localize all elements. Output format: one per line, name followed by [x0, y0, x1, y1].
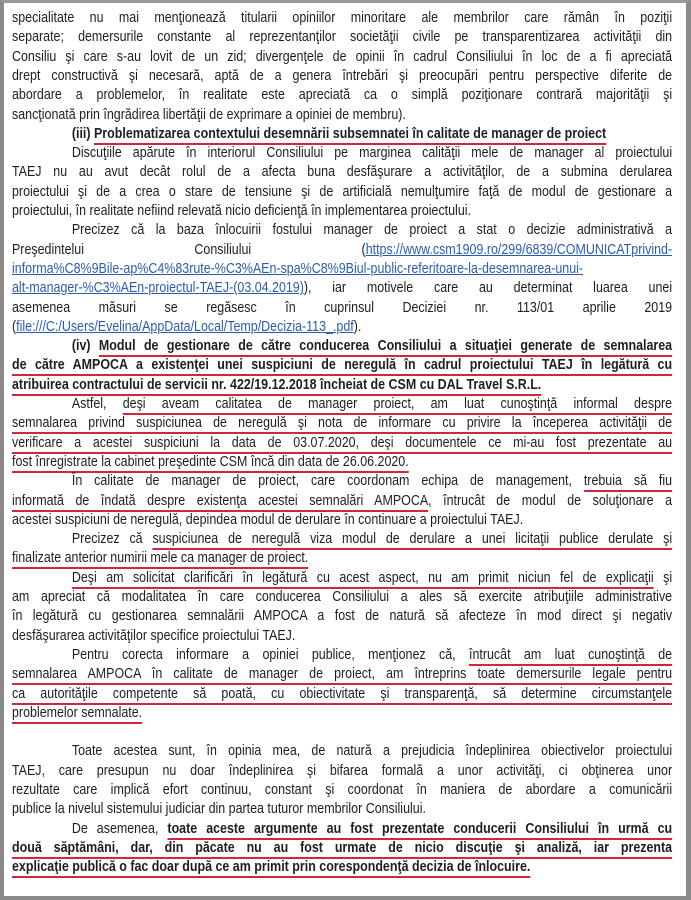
line-text: TAEJ nu au avut decât rolul de a afecta buna desfăşurare a activităţilor, de a submina derularea: [12, 163, 673, 181]
line-text: Consiliu şi care s-au lovit de un zid; divergenţele de opinii în cadrul Consiliului în loc de a fi apreciată: [12, 47, 673, 65]
line-text: De asemenea,: [71, 819, 168, 837]
line-text: asemenea măsuri se regăsesc în cuprinsul Deciziei nr. 113/01 aprilie 2019: [12, 298, 673, 316]
text-line: [12, 529, 672, 548]
text-line: [12, 433, 672, 452]
line-text: acestei suspiciuni de neregulă, depindea modul de derulare în continuare a proiectului TAEJ.: [12, 510, 524, 528]
underlined-text: fost înregistrate la cabinet preşedinte CSM încă din data de 26.06.2020.: [12, 452, 409, 470]
line-text: proiectului şi de a crea o stare de tensiune şi de artificială nemulţumire faţă de modul de gestionare a: [12, 182, 673, 200]
underlined-text: suspiciunea de neregulă viza modul de derulare a unei licitaţii publice derulate şi: [152, 530, 673, 548]
line-text: TAEJ, care presupun nu doar îndeplinirea şi bifarea formală a unor activităţi, ci obţinerea unor: [12, 761, 673, 779]
text-line: [12, 143, 672, 162]
text-line: [12, 452, 672, 471]
underlined-text: problemelor semnalate.: [12, 703, 143, 721]
heading-iii: [12, 124, 672, 143]
text-line: [12, 741, 672, 760]
underlined-text: Deşi am solicitat clarificări în legătură cu acest aspect, nu am primit niciun fel de explicaţii: [71, 568, 654, 586]
text-line: [12, 259, 672, 278]
text-line: [12, 375, 672, 394]
line-text: şi: [653, 568, 673, 586]
line-text: (: [12, 317, 17, 335]
underlined-text: semnalarea privind suspiciunea de neregulă şi nota de informare cu privire la începerea activităţii de: [12, 414, 673, 432]
hyperlink[interactable]: file:///C:/Users/Evelina/AppData/Local/Temp/Decizia-113_.pdf: [16, 317, 354, 335]
line-text: abordare a problemelor, în realitate este apreciată ca o simplă poziţionare contrară majorităţii şi: [12, 86, 673, 104]
hyperlink[interactable]: informa%C8%9Bile-ap%C4%83rute-%C3%AEn-spa%C8%9Biul-public-referitoare-la-desemnarea-unui-: [12, 259, 584, 277]
underlined-text: deşi aveam calitatea de manager proiect, am luat cunoştinţă informal despre: [122, 395, 673, 412]
line-text: (iii): [71, 124, 94, 142]
text-line: [12, 66, 672, 85]
text-line: [12, 548, 672, 567]
underlined-text: două săptămâni, dar, din păcate nu au fost urmate de nicio discuţie şi analiză, iar prezenta: [12, 838, 673, 856]
line-text: , întrucât de modul de soluţionare a: [428, 491, 673, 509]
text-line: [12, 645, 672, 664]
underlined-text: atribuirea contractului de servicii nr. 422/19.12.2018 încheiat de CSM cu DAL Travel S.R.L.: [12, 375, 542, 393]
line-text: ), iar motivele care au determinat luarea unei: [303, 279, 673, 297]
text-line: [12, 819, 672, 838]
text-line: [12, 278, 672, 297]
text-line: [12, 27, 672, 46]
text-line: [12, 684, 672, 703]
text-line: [12, 799, 672, 818]
text-line: [12, 85, 672, 104]
line-text: specialitate nu mai menţionează titularii opiniilor minoritare ale membrilor care rămân în poziţii: [12, 9, 673, 26]
heading-iv: [12, 336, 672, 355]
text-line: [12, 780, 672, 799]
text-line: [12, 606, 672, 625]
line-text: sancţionată prin îngrădirea libertăţii de exprimare a opiniei de membru).: [12, 105, 406, 123]
line-text: În calitate de manager de proiect, care coordonam echipa de management,: [71, 472, 584, 490]
underlined-text: Problematizarea contextului desemnării subsemnatei în calitate de manager de proiect: [94, 124, 607, 142]
line-text: Pentru corecta informare a opiniei publice, menţionez că,: [71, 645, 470, 663]
hyperlink[interactable]: https://www.csm1909.ro/299/6839/COMUNICATprivind-: [365, 240, 673, 258]
line-text: am apreciat că modalitatea în care conducerea Consiliului a ales să exercite atribuţiile administrative: [12, 588, 673, 605]
text-line: [12, 105, 672, 124]
text-line: [12, 491, 672, 510]
underlined-text: finalizate anterior numirii mele ca manager de proiect.: [12, 549, 309, 567]
line-text: ).: [353, 317, 362, 335]
text-line: [12, 413, 672, 432]
line-text: drept constructivă şi necesară, aptă de a genera întrebări şi preocupări pentru perspective diferite de: [12, 66, 673, 84]
line-text: desfăşurarea activităţilor specifice proiectului TAEJ.: [12, 626, 296, 644]
text-line: [12, 240, 672, 259]
text-line: [12, 568, 672, 587]
line-text: în legătură cu gestionarea semnalării AMPOCA a fost de natură să afecteze în mod direct şi negativ: [12, 607, 673, 625]
line-text: rezultate care implică efort continuu, constant şi coordonat în maniera de abordare a comunicării: [12, 781, 673, 798]
text-line: [12, 201, 672, 220]
line-text: Preşedintelui Consiliului (: [12, 240, 366, 258]
text-line: [12, 47, 672, 66]
line-text: Discuţiile apărute în interiorul Consiliului pe marginea calităţii mele de manager al proiectului: [71, 144, 673, 162]
text-line: [12, 626, 672, 645]
underlined-text: toate aceste argumente au fost prezentate conducerii Consiliului în urmă cu: [167, 819, 673, 837]
text-line: [12, 182, 672, 201]
text-line: [12, 8, 672, 27]
text-line: [12, 317, 672, 336]
text-line: [12, 510, 672, 529]
text-line: [12, 298, 672, 317]
underlined-text: semnalarea AMPOCA în calitate de manager de proiect, am întreprins toate demersurile legale pentru: [12, 665, 673, 683]
line-text: Toate acestea sunt, în opinia mea, de natură a prejudicia îndeplinirea obiectivelor proiectului: [71, 742, 673, 760]
underlined-text: trebuia să fiu: [583, 472, 673, 490]
line-text: Precizez că: [71, 530, 153, 548]
text-line: [12, 471, 672, 490]
text-line: [12, 587, 672, 606]
hyperlink[interactable]: alt-manager-%C3%AEn-proiectul-TAEJ-(03.04.2019): [12, 279, 304, 297]
text-line: [12, 355, 672, 374]
text-line: [12, 220, 672, 239]
line-text: (iv): [71, 337, 99, 355]
underlined-text: întrucât am luat cunoştinţă de: [469, 645, 673, 663]
text-line: [12, 162, 672, 181]
text-line: [12, 703, 672, 722]
line-text: Precizez că la baza înlocuirii fostului manager de proiect a stat o decizie administrativă a: [71, 221, 673, 239]
underlined-text: ca autorităţile competente să poată, cu obiectivitate şi transparenţă, să determine circumstanţele: [12, 684, 673, 702]
underlined-text: informată de îndată despre existenţa acestei semnalări AMPOCA: [12, 491, 429, 509]
text-line: [12, 664, 672, 683]
underlined-text: de către AMPOCA a existenţei unei suspiciuni de neregulă în cadrul proiectului TAEJ în legătură cu: [12, 356, 673, 374]
line-text: Astfel,: [71, 395, 123, 412]
text-line: [12, 857, 672, 876]
underlined-text: verificare a acestei suspiciuni la data de 03.07.2020, deşi documentele ce mi-au fost prezentate au: [12, 433, 673, 451]
line-text: proiectului, în realitate nefiind relevată nicio deficienţă în implementarea proiectului.: [12, 202, 471, 219]
line-text: publice la nivelul sistemului judiciar din partea tuturor membrilor Consiliului.: [12, 800, 426, 818]
text-line: [12, 394, 672, 413]
underlined-text: Modul de gestionare de către conducerea Consiliului a situaţiei generate de semnalarea: [98, 337, 673, 355]
underlined-text: explicaţie publică o fac doar după ce am primit prin corespondenţă decizia de înlocuire.: [12, 858, 531, 876]
text-line: [12, 761, 672, 780]
line-text: separate; demersurile constante al reprezentanţilor societăţii civile pe transparentizarea activităţii din: [12, 28, 673, 46]
text-line: [12, 838, 672, 857]
